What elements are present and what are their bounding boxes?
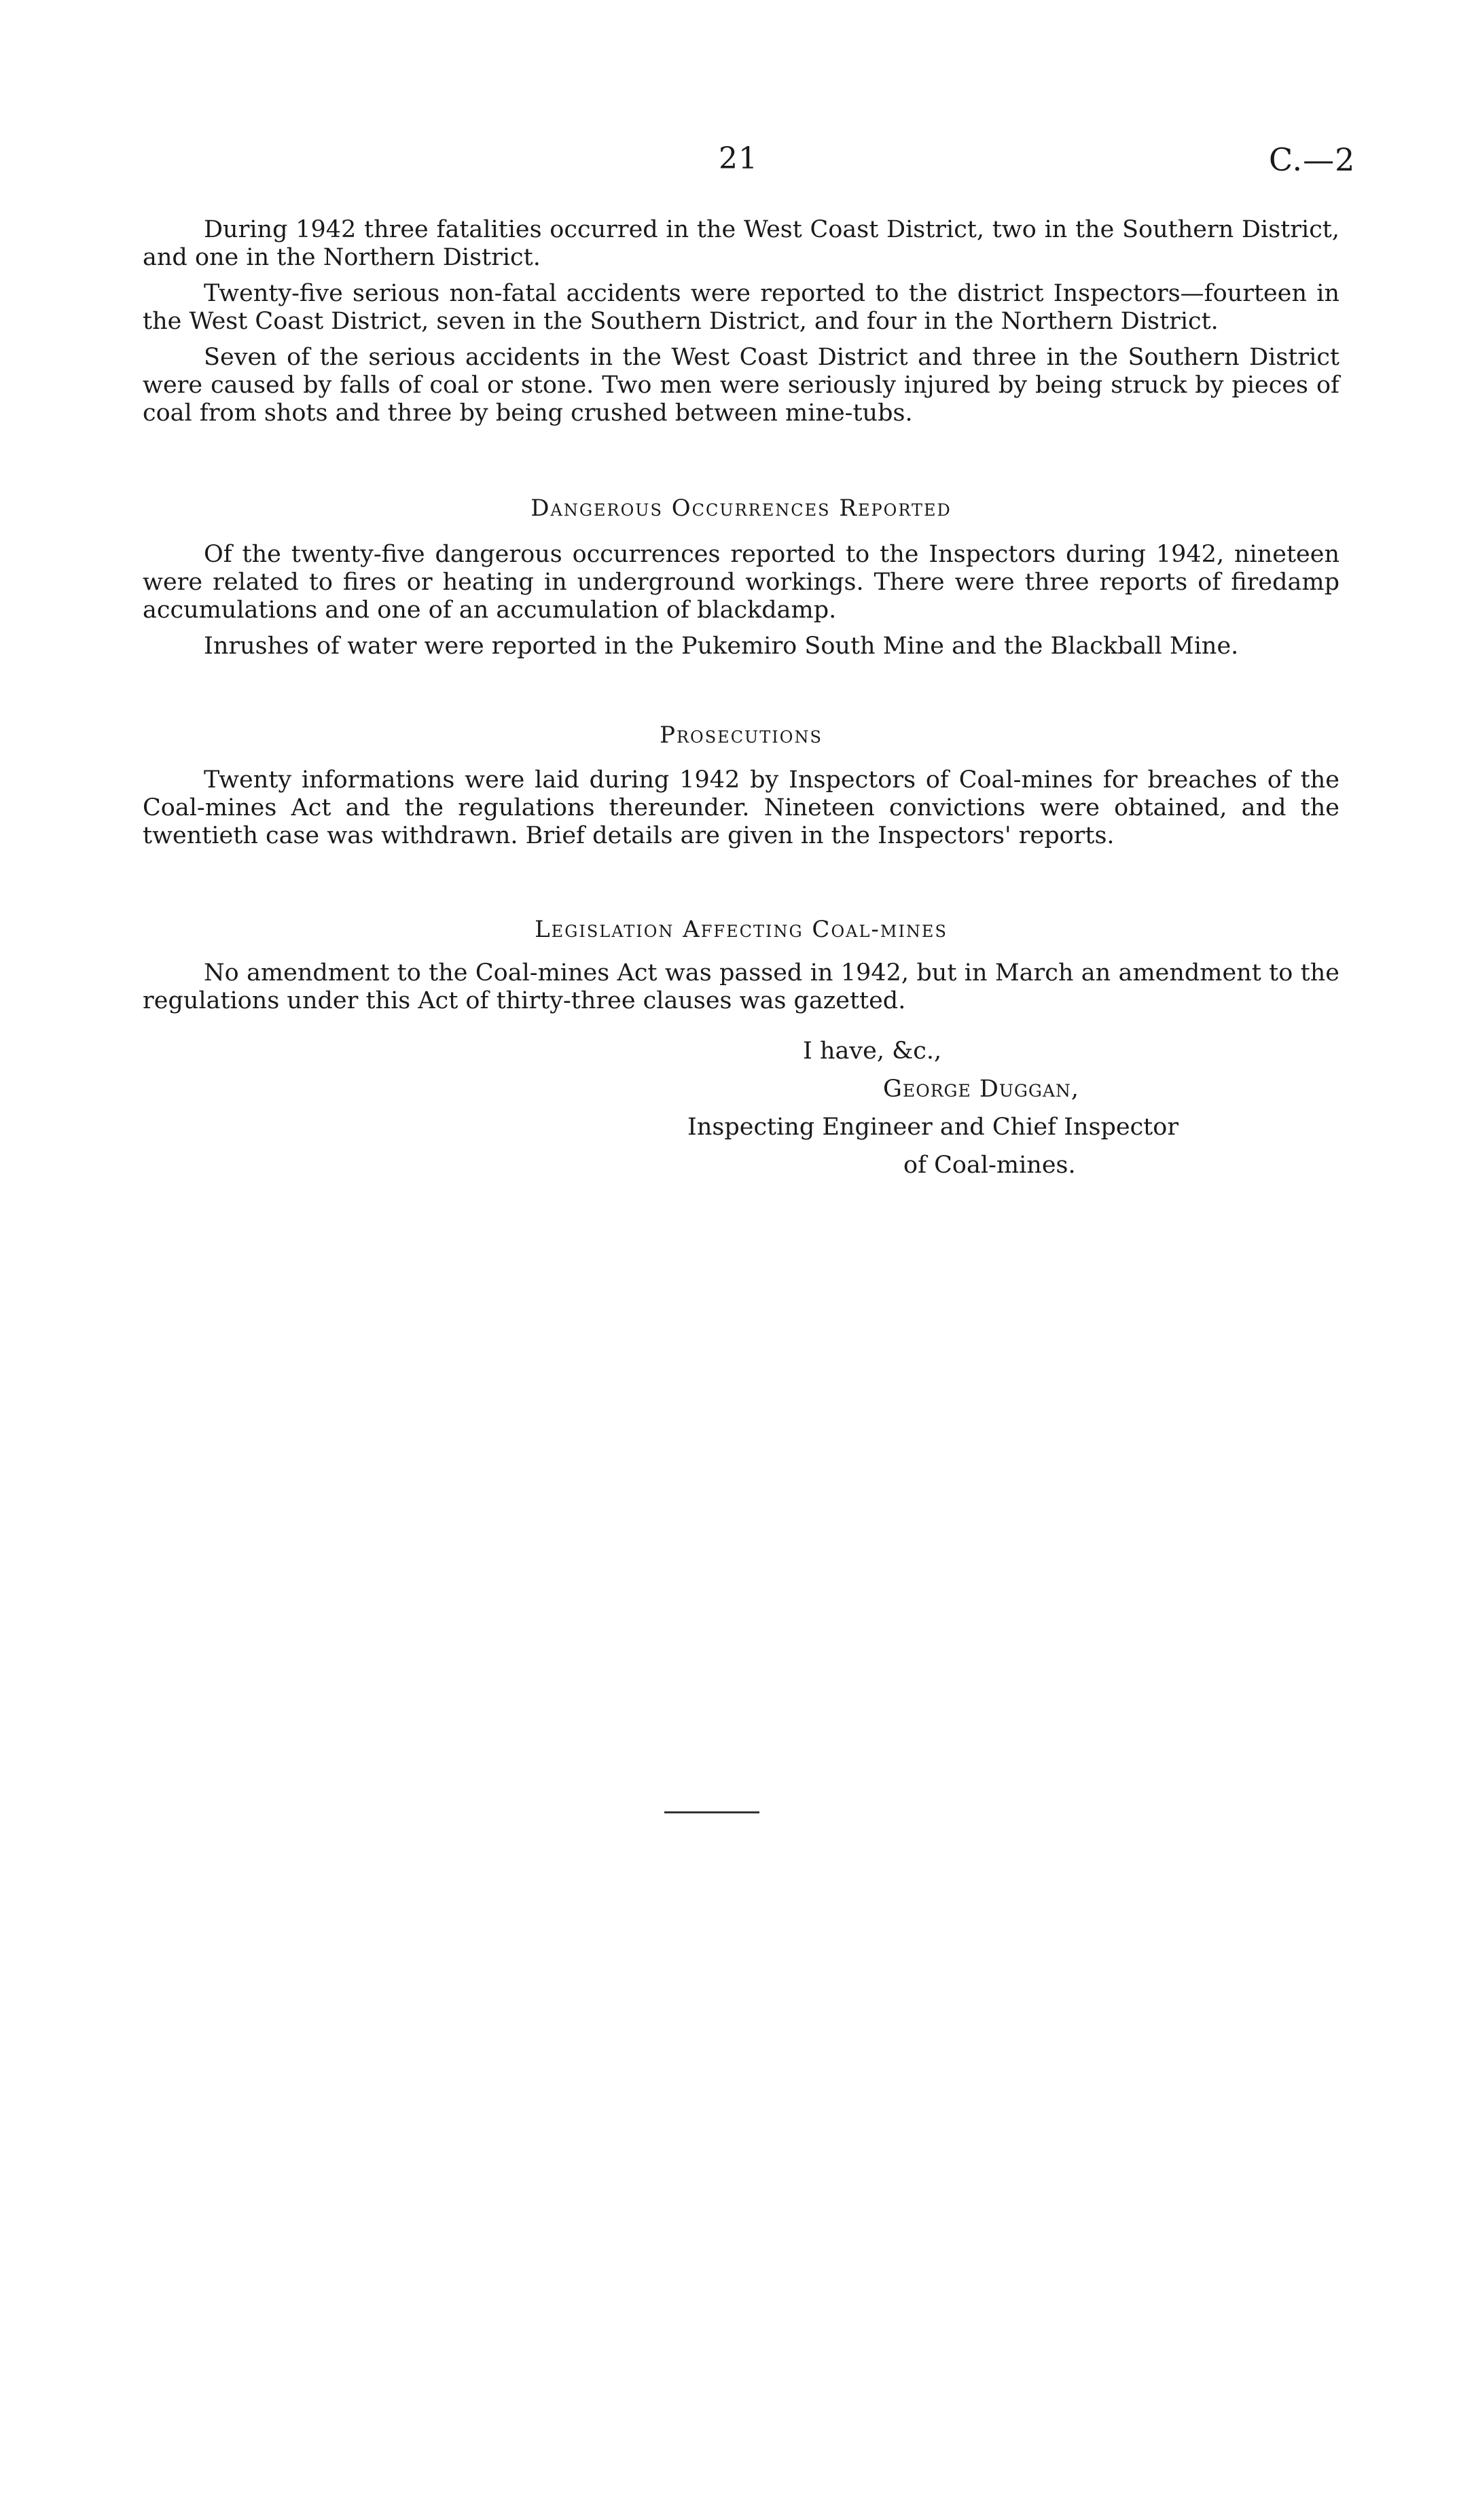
non-fatal-accidents-paragraph: Twenty-five serious non-fatal accidents were reported to the district Inspectors—fourteen in the West Coast District, seven in the Southern District, and four in the Northern District. [143, 280, 1339, 335]
signatory-title-line-2: of Coal-mines. [903, 1152, 1076, 1179]
document-reference: C.—2 [1269, 141, 1356, 178]
page-number: 21 [719, 141, 758, 176]
signatory-title-line-1: Inspecting Engineer and Chief Inspector [687, 1114, 1179, 1141]
prosecutions-heading: Prosecutions [660, 722, 823, 749]
signatory-name: George Duggan, [883, 1076, 1079, 1103]
closing-salutation: I have, &c., [803, 1037, 942, 1065]
prosecutions-section [143, 766, 1339, 858]
dangerous-occurrences-heading: Dangerous Occurrences Reported [530, 495, 952, 522]
intro-section [143, 216, 1339, 436]
dangerous-occurrences-paragraph: Of the twenty-five dangerous occurrences reported to the Inspectors during 1942, nineteen were related to fires or heating in underground workings. There were three reports of firedamp accumulations and one of an accumulation of blackdamp. [143, 541, 1339, 624]
legislation-heading: Legislation Affecting Coal-mines [535, 916, 948, 943]
legislation-section [143, 959, 1339, 1023]
dangerous-occurrences-section [143, 541, 1339, 669]
fatalities-paragraph: During 1942 three fatalities occurred in the West Coast District, two in the Southern District, and one in the Northern District. [143, 216, 1339, 271]
inrushes-paragraph: Inrushes of water were reported in the Pukemiro South Mine and the Blackball Mine. [204, 633, 1239, 660]
prosecutions-paragraph: Twenty informations were laid during 1942 by Inspectors of Coal-mines for breaches of the Coal-mines Act and the regulations thereunder. Nineteen convictions were obtained, and the twentieth case was withdrawn. Brief details are given in the Inspectors' reports. [143, 766, 1339, 849]
end-rule [664, 1811, 759, 1813]
accident-causes-paragraph: Seven of the serious accidents in the West Coast District and three in the Southern District were caused by falls of coal or stone. Two men were seriously injured by being struck by pieces of coal from shots and three by being crushed between mine-tubs. [143, 344, 1339, 427]
legislation-paragraph: No amendment to the Coal-mines Act was passed in 1942, but in March an amendment to the regulations under this Act of thirty-three clauses was gazetted. [143, 959, 1339, 1014]
